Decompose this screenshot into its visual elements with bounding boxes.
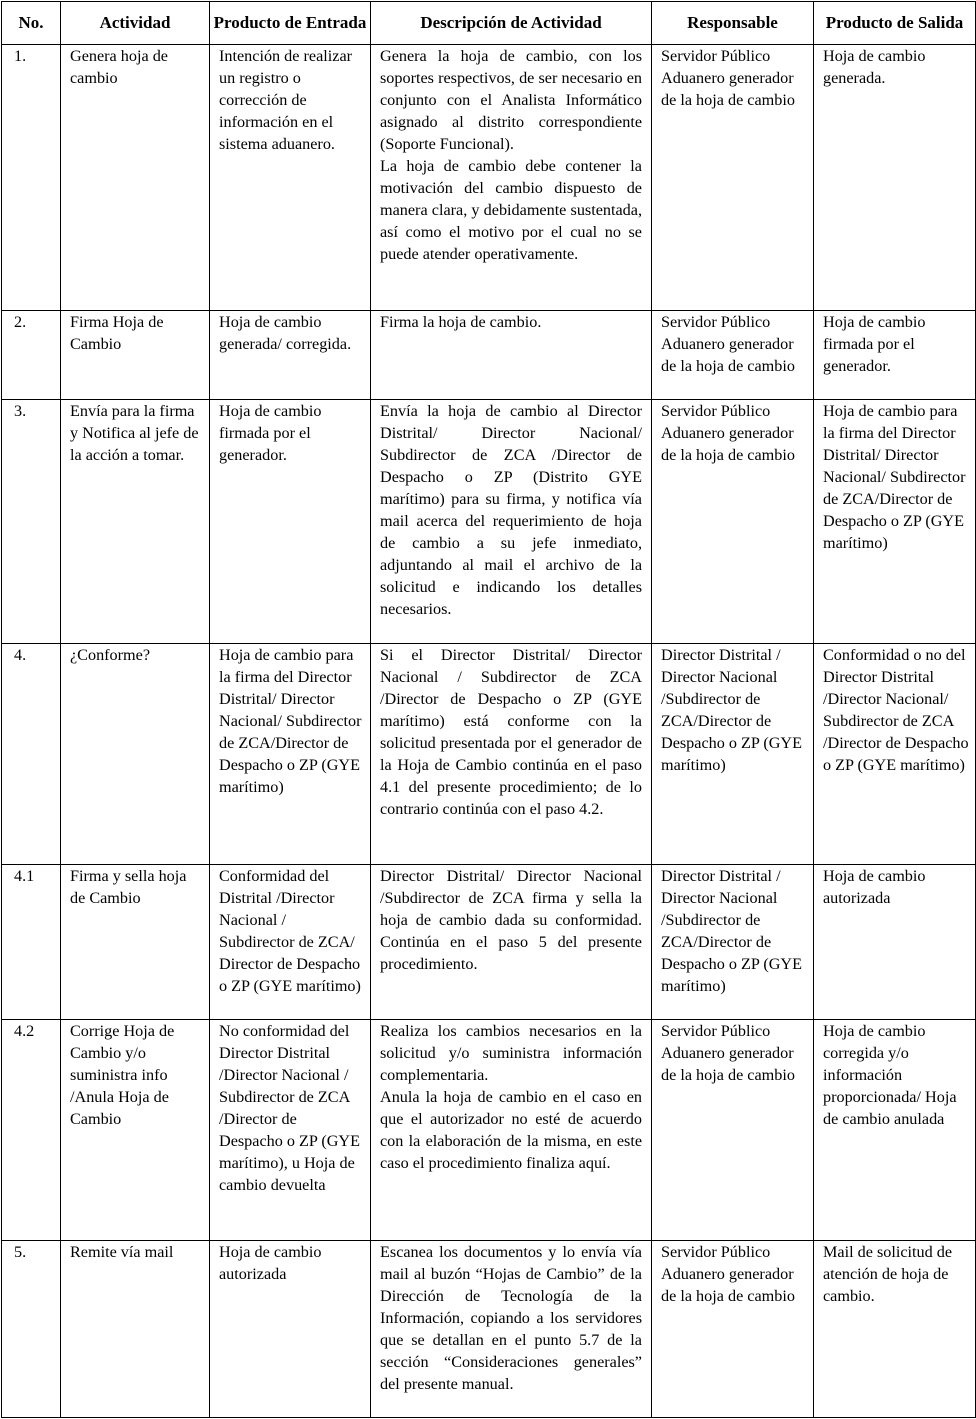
table-row [2,1241,976,1418]
header-producto-entrada: Producto de Entrada [210,2,371,45]
header-actividad: Actividad [61,2,210,45]
header-row [2,2,976,45]
descripcion-paragraph: Escanea los documentos y lo envía vía mail al buzón “Hojas de Cambio” de la Dirección de Tecnología de la Información, copiando a los servidores que se detallan en el punto 5.7 de la sección “Consideraciones generales” del presente manual. [380,1243,642,1393]
row-actividad: Genera hoja de cambio [61,45,210,311]
table-row [2,45,976,311]
row-descripcion [371,865,652,1020]
header-no: No. [2,2,61,45]
descripcion-paragraph: La hoja de cambio debe contener la motivación del cambio dispuesto de manera clara, y debidamente sustentada, así como el motivo por el cual no se puede atender operativamente. [380,157,642,263]
row-entrada: Hoja de cambio autorizada [210,1241,371,1418]
descripcion-paragraph: Director Distrital/ Director Nacional /Subdirector de ZCA firma y sella la hoja de cambio dada su conformidad. Continúa en el paso 5 del presente procedimiento. [380,867,642,973]
row-responsable: Servidor Público Aduanero generador de la hoja de cambio [652,1241,814,1418]
row-entrada: Hoja de cambio firmada por el generador. [210,400,371,644]
descripcion-paragraph: Envía la hoja de cambio al Director Distrital/ Director Nacional/ Subdirector de ZCA /Director de Despacho o ZP (Distrito GYE marítimo) para su firma, y notifica vía mail acerca del requerimiento de hoja de cambio a su jefe inmediato, adjuntando al mail el archivo de la solicitud e indicando los detalles necesarios. [380,402,642,618]
row-salida: Hoja de cambio firmada por el generador. [814,311,976,400]
descripcion-paragraph: Firma la hoja de cambio. [380,313,542,331]
row-salida: Hoja de cambio generada. [814,45,976,311]
row-actividad: Firma y sella hoja de Cambio [61,865,210,1020]
descripcion-paragraph: Si el Director Distrital/ Director Nacional / Subdirector de ZCA /Director de Despacho o ZP (GYE marítimo) está conforme con la solicitud presentada por el generador de la Hoja de Cambio continúa en el paso 4.1 del presente procedimiento; de lo contrario continúa con el paso 4.2. [380,646,642,818]
descripcion-paragraph: Realiza los cambios necesarios en la solicitud y/o suministra información complementaria. [380,1022,642,1084]
row-entrada: No conformidad del Director Distrital /Director Nacional / Subdirector de ZCA /Director de Despacho o ZP (GYE marítimo), u Hoja de cambio devuelta [210,1020,371,1241]
row-entrada: Hoja de cambio generada/ corregida. [210,311,371,400]
row-responsable: Servidor Público Aduanero generador de la hoja de cambio [652,400,814,644]
row-actividad: Envía para la firma y Notifica al jefe de la acción a tomar. [61,400,210,644]
row-salida: Hoja de cambio para la firma del Director Distrital/ Director Nacional/ Subdirector de ZCA/Director de Despacho o ZP (GYE marítimo) [814,400,976,644]
row-responsable: Servidor Público Aduanero generador de la hoja de cambio [652,1020,814,1241]
row-descripcion [371,400,652,644]
table-row [2,400,976,644]
header-producto-salida: Producto de Salida [814,2,976,45]
row-responsable: Director Distrital / Director Nacional /Subdirector de ZCA/Director de Despacho o ZP (GYE marítimo) [652,644,814,865]
row-actividad: Firma Hoja de Cambio [61,311,210,400]
row-responsable: Director Distrital / Director Nacional /Subdirector de ZCA/Director de Despacho o ZP (GYE marítimo) [652,865,814,1020]
row-descripcion [371,45,652,311]
row-descripcion [371,644,652,865]
row-number: 4.1 [2,865,61,1020]
row-descripcion [371,1020,652,1241]
header-descripcion: Descripción de Actividad [371,2,652,45]
row-number: 4. [2,644,61,865]
header-responsable: Responsable [652,2,814,45]
row-salida: Conformidad o no del Director Distrital /Director Nacional/ Subdirector de ZCA /Director de Despacho o ZP (GYE marítimo) [814,644,976,865]
row-salida: Hoja de cambio corregida y/o información proporcionada/ Hoja de cambio anulada [814,1020,976,1241]
row-descripcion [371,311,652,400]
row-actividad: Corrige Hoja de Cambio y/o suministra info /Anula Hoja de Cambio [61,1020,210,1241]
table-row [2,865,976,1020]
row-entrada: Conformidad del Distrital /Director Nacional / Subdirector de ZCA/ Director de Despacho o ZP (GYE marítimo) [210,865,371,1020]
row-salida: Hoja de cambio autorizada [814,865,976,1020]
row-number: 1. [2,45,61,311]
table-row [2,644,976,865]
procedure-table [1,1,976,1418]
row-descripcion [371,1241,652,1418]
row-responsable: Servidor Público Aduanero generador de la hoja de cambio [652,45,814,311]
descripcion-paragraph: Anula la hoja de cambio en el caso en que el autorizador no esté de acuerdo con la elaboración de la misma, en este caso el procedimiento finaliza aquí. [380,1088,642,1172]
row-number: 3. [2,400,61,644]
row-number: 2. [2,311,61,400]
row-number: 5. [2,1241,61,1418]
descripcion-paragraph: Genera la hoja de cambio, con los soportes respectivos, de ser necesario en conjunto con el Analista Informático asignado al distrito correspondiente (Soporte Funcional). [380,47,642,153]
row-entrada: Intención de realizar un registro o corrección de información en el sistema aduanero. [210,45,371,311]
row-actividad: ¿Conforme? [61,644,210,865]
row-actividad: Remite vía mail [61,1241,210,1418]
row-responsable: Servidor Público Aduanero generador de la hoja de cambio [652,311,814,400]
row-number: 4.2 [2,1020,61,1241]
row-salida: Mail de solicitud de atención de hoja de cambio. [814,1241,976,1418]
table-row [2,1020,976,1241]
table-row [2,311,976,400]
row-entrada: Hoja de cambio para la firma del Director Distrital/ Director Nacional/ Subdirector de ZCA/Director de Despacho o ZP (GYE marítimo) [210,644,371,865]
